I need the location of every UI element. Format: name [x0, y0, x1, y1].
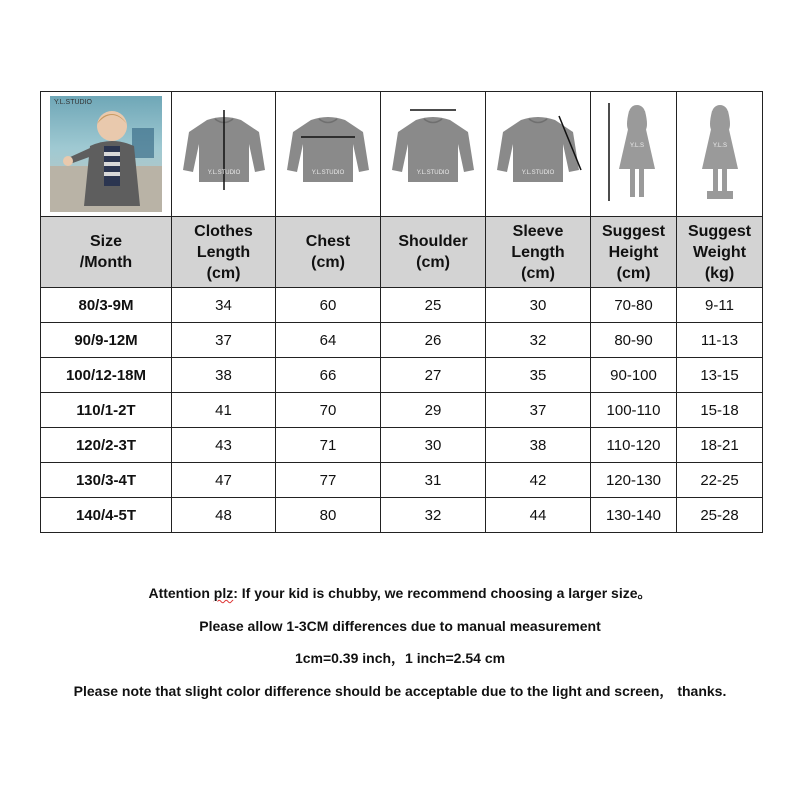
table-row — [41, 323, 763, 358]
sleeve-length-cell: 32 — [486, 323, 591, 358]
header-shoulder: Shoulder (cm) — [381, 217, 486, 288]
weight-cell: 9-11 — [677, 288, 763, 323]
size-cell: 100/12-18M — [41, 358, 172, 393]
shoulder-cell: 26 — [381, 323, 486, 358]
table-row — [41, 358, 763, 393]
weight-cell: 22-25 — [677, 463, 763, 498]
color-note: Please note that slight color difference should be acceptable due to the light and screen， thanks. — [73, 682, 727, 699]
garment-brand-label: Y.L.STUDIO — [521, 170, 555, 176]
header-size: Size /Month — [41, 217, 172, 288]
header-sleeve-length: Sleeve Length (cm) — [486, 217, 591, 288]
weight-illustration-cell — [677, 92, 763, 217]
chest-cell: 66 — [276, 358, 381, 393]
height-illustration-cell — [591, 92, 677, 217]
chest-cell: 77 — [276, 463, 381, 498]
shoulder-cell: 30 — [381, 428, 486, 463]
notes-section — [0, 577, 800, 707]
garment-brand-label: Y.L.STUDIO — [416, 170, 450, 176]
illustration-row — [41, 92, 763, 217]
size-cell: 140/4-5T — [41, 498, 172, 533]
shoulder-cell: 31 — [381, 463, 486, 498]
conversion-note: 1cm=0.39 inch，1 inch=2.54 cm — [294, 650, 506, 666]
girl-height-figure-icon — [599, 97, 669, 207]
chest-illustration-cell — [276, 92, 381, 217]
chest-cell: 60 — [276, 288, 381, 323]
table-row — [41, 288, 763, 323]
chest-cell: 71 — [276, 428, 381, 463]
header-chest: Chest (cm) — [276, 217, 381, 288]
attention-label: Attention — [148, 585, 210, 601]
garment-brand-label: Y.L.STUDIO — [207, 170, 240, 176]
table-row — [41, 498, 763, 533]
shoulder-illustration-cell — [381, 92, 486, 217]
child-photo-cell — [41, 92, 172, 217]
garment-sleeve-length-icon — [493, 102, 583, 202]
clothes-length-illustration-cell — [172, 92, 276, 217]
weight-cell: 11-13 — [677, 323, 763, 358]
weight-cell: 18-21 — [677, 428, 763, 463]
garment-shoulder-icon — [388, 102, 478, 202]
sleeve-length-cell: 38 — [486, 428, 591, 463]
sleeve-length-cell: 44 — [486, 498, 591, 533]
figure-brand-label: Y.L.S — [629, 143, 644, 149]
size-cell: 110/1-2T — [41, 393, 172, 428]
sleeve-length-cell: 35 — [486, 358, 591, 393]
chest-cell: 64 — [276, 323, 381, 358]
attention-text: : If your kid is chubby, we recommend choosing a larger size。 — [233, 585, 652, 601]
size-chart-table — [40, 91, 763, 533]
clothes-length-cell: 41 — [172, 393, 276, 428]
girl-weight-figure-icon — [685, 97, 755, 207]
sleeve-length-cell: 30 — [486, 288, 591, 323]
size-cell: 90/9-12M — [41, 323, 172, 358]
clothes-length-cell: 47 — [172, 463, 276, 498]
table-row — [41, 463, 763, 498]
height-cell: 100-110 — [591, 393, 677, 428]
photo-brand-label: Y.L.STUDIO — [54, 99, 92, 106]
height-cell: 90-100 — [591, 358, 677, 393]
shoulder-cell: 25 — [381, 288, 486, 323]
header-suggest-weight: Suggest Weight (kg) — [677, 217, 763, 288]
size-cell: 130/3-4T — [41, 463, 172, 498]
clothes-length-cell: 48 — [172, 498, 276, 533]
garment-brand-label: Y.L.STUDIO — [311, 170, 345, 176]
clothes-length-cell: 37 — [172, 323, 276, 358]
sleeve-length-cell: 37 — [486, 393, 591, 428]
sleeve-length-cell: 42 — [486, 463, 591, 498]
garment-chest-icon — [283, 102, 373, 202]
measurement-note: Please allow 1-3CM differences due to manual measurement — [199, 617, 601, 634]
clothes-length-cell: 34 — [172, 288, 276, 323]
attention-note — [0, 577, 800, 610]
chest-cell: 70 — [276, 393, 381, 428]
header-clothes-length: Clothes Length (cm) — [172, 217, 276, 288]
shoulder-cell: 32 — [381, 498, 486, 533]
attention-plz: plz — [213, 585, 234, 601]
shoulder-cell: 27 — [381, 358, 486, 393]
sleeve-length-illustration-cell — [486, 92, 591, 217]
shoulder-cell: 29 — [381, 393, 486, 428]
child-photo — [50, 96, 162, 212]
header-row — [41, 217, 763, 288]
weight-cell: 15-18 — [677, 393, 763, 428]
garment-clothes-length-icon — [179, 102, 269, 202]
table-row — [41, 393, 763, 428]
height-cell: 80-90 — [591, 323, 677, 358]
size-cell: 80/3-9M — [41, 288, 172, 323]
table-row — [41, 428, 763, 463]
chest-cell: 80 — [276, 498, 381, 533]
header-suggest-height: Suggest Height (cm) — [591, 217, 677, 288]
height-cell: 70-80 — [591, 288, 677, 323]
size-cell: 120/2-3T — [41, 428, 172, 463]
height-cell: 110-120 — [591, 428, 677, 463]
weight-cell: 13-15 — [677, 358, 763, 393]
weight-cell: 25-28 — [677, 498, 763, 533]
height-cell: 130-140 — [591, 498, 677, 533]
clothes-length-cell: 38 — [172, 358, 276, 393]
height-cell: 120-130 — [591, 463, 677, 498]
figure-brand-label: Y.L.S — [712, 143, 727, 149]
clothes-length-cell: 43 — [172, 428, 276, 463]
